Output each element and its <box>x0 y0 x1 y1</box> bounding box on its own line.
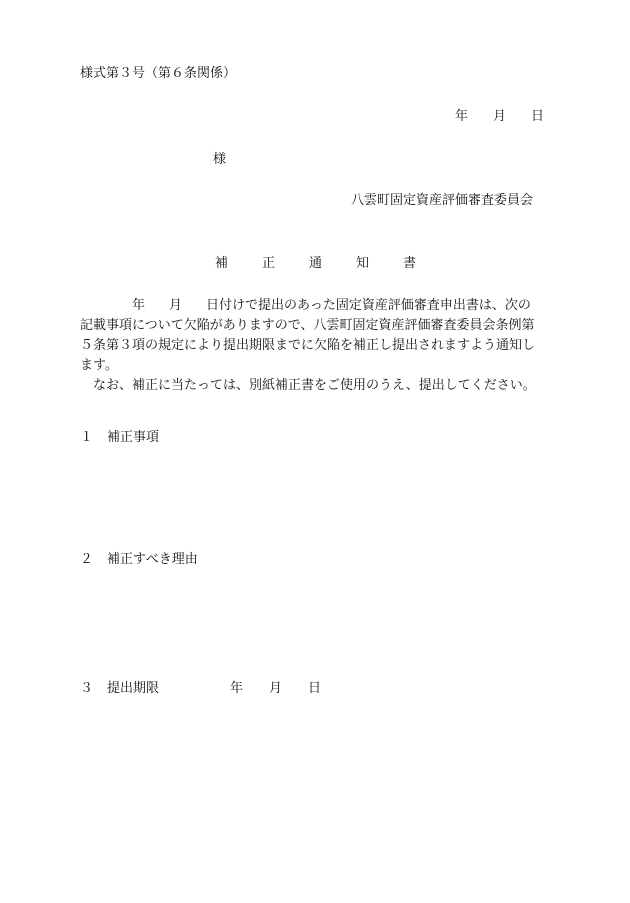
item-number: ３ <box>80 681 94 696</box>
deadline-year: 年 <box>230 681 244 696</box>
deadline-day: 日 <box>308 681 322 696</box>
addressee-suffix: 様 <box>213 152 227 167</box>
title-char: 補 <box>215 256 229 271</box>
item-label: 補正事項 <box>107 430 160 445</box>
title-char: 通 <box>309 256 323 271</box>
sender-name: 八雲町固定資産評価審査委員会 <box>351 193 534 208</box>
deadline-month: 月 <box>269 681 283 696</box>
body-line-1 <box>80 296 560 316</box>
body-year: 年 <box>132 298 146 313</box>
date-day: 日 <box>531 109 545 124</box>
form-number: 様式第３号（第６条関係） <box>80 66 237 81</box>
date-year: 年 <box>455 109 469 124</box>
item-label: 提出期限 <box>107 681 160 696</box>
body-month: 月 <box>169 298 183 313</box>
deadline-date <box>230 681 321 697</box>
title-char: 正 <box>262 256 276 271</box>
item-correction-reason <box>80 552 198 568</box>
body-line-4: ます。 <box>80 358 118 373</box>
item-number: ２ <box>80 552 94 567</box>
item-label: 補正すべき理由 <box>107 552 198 567</box>
item-submission-deadline <box>80 681 321 697</box>
body-line-2: 記載事項について欠陥がありますので、八雲町固定資産評価審査委員会条例第 <box>80 318 535 333</box>
body-paragraph-2: なお、補正に当たっては、別紙補正書をご使用のうえ、提出してください。 <box>93 378 536 393</box>
item-number: １ <box>80 430 94 445</box>
document-title <box>215 256 416 272</box>
body-line-3: ５条第３項の規定により提出期限までに欠陥を補正し提出されますよう通知し <box>80 338 536 353</box>
title-char: 書 <box>403 256 417 271</box>
item-correction-matters <box>80 430 159 446</box>
date-line <box>455 109 544 125</box>
body-line1-rest: 日付けで提出のあった固定資産評価審査申出書は、次の <box>206 298 531 313</box>
date-month: 月 <box>493 109 507 124</box>
body-text <box>80 296 560 396</box>
title-char: 知 <box>356 256 370 271</box>
